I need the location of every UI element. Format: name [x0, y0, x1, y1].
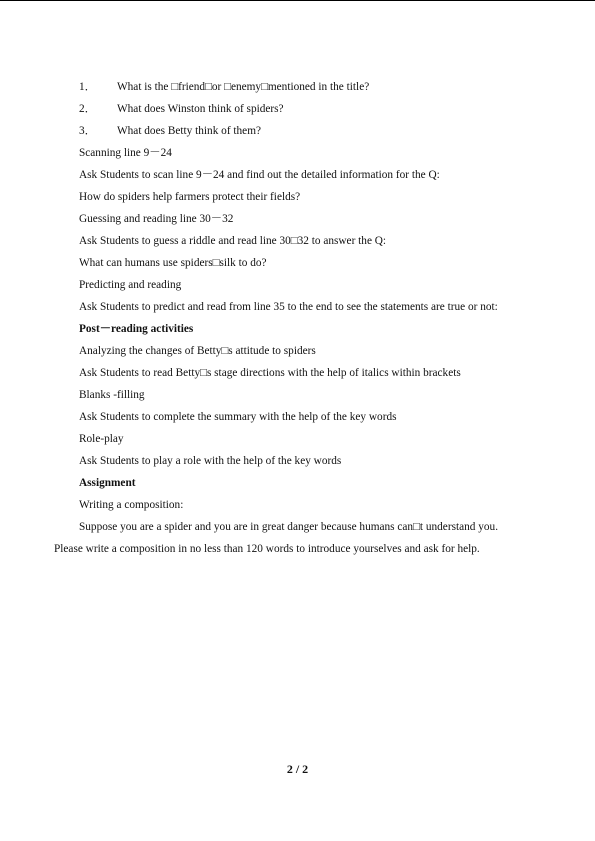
- question-text: What does Betty think of them?: [117, 125, 262, 137]
- question-text: What does Winston think of spiders?: [117, 103, 284, 115]
- question-text: What is the □friend□or □enemy□mentioned in the title?: [117, 81, 370, 93]
- question-number: 2．: [79, 103, 96, 115]
- page-number: 2 / 2: [286, 762, 309, 776]
- question-number: 1．: [79, 81, 96, 93]
- top-border-line: [0, 0, 595, 1]
- question-number: 3．: [79, 125, 96, 137]
